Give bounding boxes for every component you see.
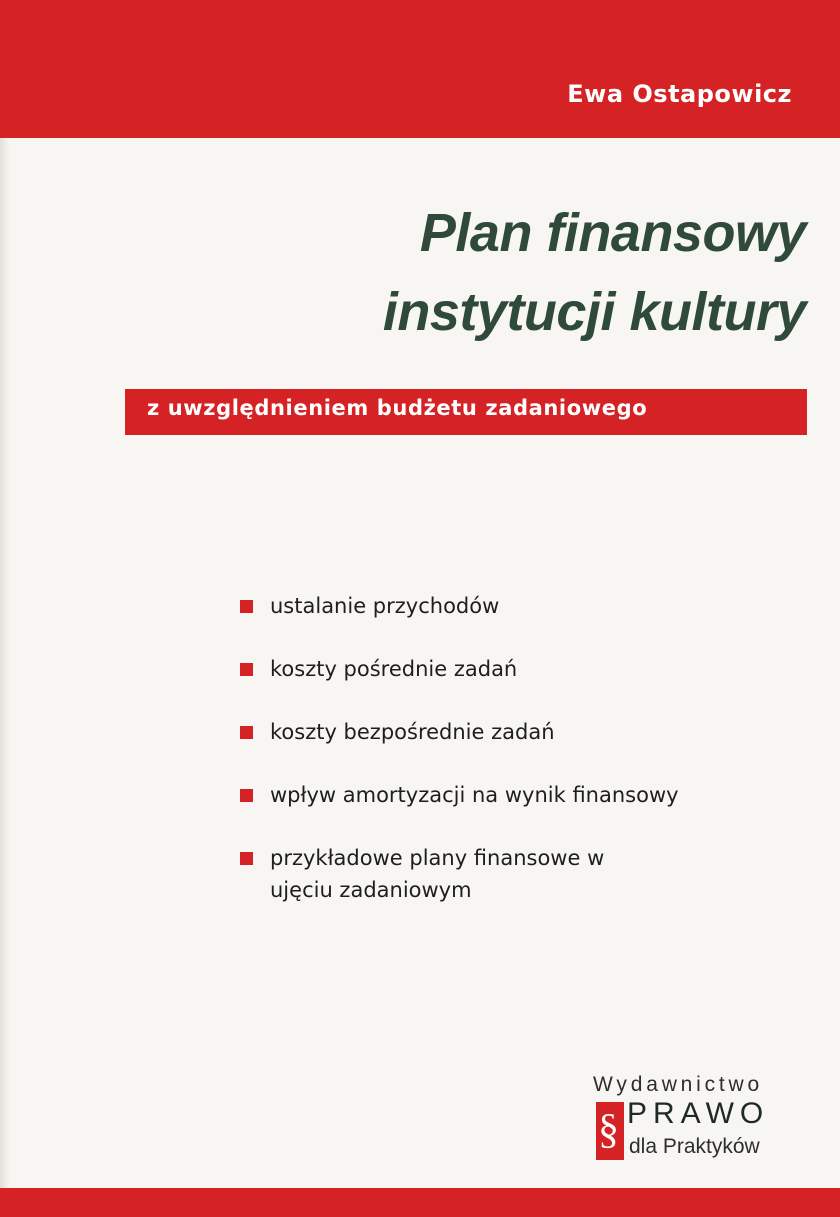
- list-item-text: koszty pośrednie zadań: [270, 657, 518, 681]
- list-item: [240, 653, 800, 685]
- book-title: [246, 194, 806, 352]
- spine-shadow: [0, 0, 10, 1217]
- list-item: [240, 842, 650, 906]
- subtitle: z uwzględnieniem budżetu zadaniowego: [147, 396, 648, 420]
- list-item: [240, 716, 800, 748]
- red-square-bullet-icon: [240, 852, 253, 865]
- red-square-bullet-icon: [240, 663, 253, 676]
- list-item: [240, 779, 800, 811]
- list-item-text: ustalanie przychodów: [270, 594, 500, 618]
- publisher-label: Wydawnictwo: [593, 1073, 763, 1096]
- title-line-1: Plan finansowy: [419, 203, 806, 263]
- publisher-logo: [593, 1073, 825, 1173]
- list-item-text: wpływ amortyzacji na wynik finansowy: [270, 783, 679, 807]
- red-square-bullet-icon: [240, 600, 253, 613]
- author-name: Ewa Ostapowicz: [567, 80, 792, 108]
- publisher-name: PRAWO: [627, 1097, 770, 1130]
- topic-list: [240, 590, 800, 937]
- list-item-text: koszty bezpośrednie zadań: [270, 720, 555, 744]
- title-line-2: instytucji kultury: [382, 282, 806, 342]
- red-square-bullet-icon: [240, 789, 253, 802]
- list-item-text: przykładowe plany finansowe w ujęciu zadaniowym: [270, 846, 605, 902]
- subtitle-bar: [125, 389, 807, 435]
- publisher-tagline: dla Praktyków: [629, 1135, 760, 1158]
- paragraph-section-icon: §: [596, 1102, 624, 1160]
- bottom-red-band: [0, 1188, 840, 1217]
- list-item: [240, 590, 800, 622]
- top-red-band: [0, 0, 840, 138]
- red-square-bullet-icon: [240, 726, 253, 739]
